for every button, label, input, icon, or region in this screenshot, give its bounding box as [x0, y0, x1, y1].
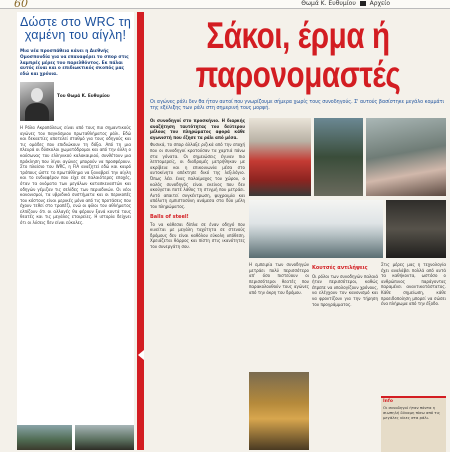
- article-body-2: Το να κάθεσαι δίπλα σε έναν οδηγό που κινείται με μεγάλη ταχύτητα σε στενούς δρόμους δεν είναι καθόλου εύκολη υπόθεση. Χρειάζεται θάρρος και πίστη στις ικανότητες του συνεργάτη σου.: [150, 221, 245, 249]
- header-author: Θωμά Κ. Ευθυμίου: [301, 0, 356, 7]
- headline-line-2: παρονομαστές: [195, 54, 401, 95]
- sidebar-subtitle: Μια νέα προσπάθεια κάνει η Διεθνής Ομοσπονδία για να επαναφέρει το σπορ στις λαμπρές μέρες του παρελθόντος. Εκ πάλαι αυτός είναι και ο επιδιωκτικός σκοπός μας εδώ και χρόνια.: [20, 49, 129, 78]
- sidebar-column: [17, 12, 134, 450]
- sidebar-photos: [17, 425, 134, 450]
- header-section: Αρχείο: [369, 0, 390, 7]
- info-label: Info: [383, 399, 393, 404]
- subhead-balls-of-steel: Balls of steel!: [150, 213, 189, 220]
- photo-codriver: [366, 118, 446, 196]
- arrow-icon: [138, 350, 144, 360]
- photo-archive: [249, 372, 309, 450]
- info-text: Οι συνοδηγοί ήταν πάντα η σιωπηλή δύναμη πίσω από τις μεγάλες νίκες στα ράλι.: [383, 405, 441, 420]
- article-headline: [180, 16, 417, 94]
- article-lead: Οι συνοδηγοί στο προσκήνιο. Η διαρκής αναζήτηση ταυτότητας του δεύτερου μέλους του πληρώματος αφορά κάθε αγωνιστή που έζησε τα ράλι από μέσα.: [150, 118, 245, 140]
- header-info: [301, 0, 390, 7]
- photo-group: [75, 425, 134, 450]
- sidebar-title: Δώστε στο WRC τη χαμένη του αίγλη!: [19, 15, 132, 42]
- article-body-4: Στις μέρες μας η τεχνολογία έχει αναλάβει πολλά από αυτά τα καθήκοντα, ωστόσο ο ανθρώπινος παράγοντας παραμένει αναντικατάστατος. Κάθε σημείωση, κάθε προειδοποίηση μπορεί να σώσει ένα πλήρωμα από την έξοδο.: [381, 262, 446, 307]
- article-column-4: [312, 262, 378, 450]
- author-name: Του Θωμά Κ. Ευθυμίου: [57, 92, 110, 98]
- page-header: [0, 0, 450, 9]
- photo-rally-car: [314, 118, 363, 196]
- author-photo: [20, 82, 54, 121]
- photo-drivers: [249, 118, 311, 196]
- red-divider-bar: [137, 12, 144, 450]
- author-block: [17, 82, 134, 122]
- article-deck: Οι αγώνες ράλι δεν θα ήταν αυτοί που γνωρίζουμε σήμερα χωρίς τους συνοδηγούς. Σ' αυτούς βασίστηκε μεγάλο κομμάτι της εξέλιξης των ράλι στη σημερινή τους μορφή.: [150, 100, 445, 112]
- headline-line-1: Σάκοι, έρμα ή: [206, 15, 390, 56]
- article-column-5: [381, 262, 446, 392]
- separator-icon: [360, 1, 366, 6]
- photo-portrait: [386, 200, 446, 258]
- article-body-5: Η εμπειρία των συνοδηγών μετράει πολύ περισσότερο απ' όσο πιστεύουν οι περισσότεροι θεατές που παρακολουθούν τους αγώνες από την άκρη του δρόμου.: [249, 262, 309, 295]
- page-number: 60: [14, 0, 28, 10]
- article-body-1: Φυσικά, το σπορ άλλαξε ριζικά από την εποχή που οι συνοδηγοί κρατούσαν τα χαρτιά πάνω στα γόνατα. Οι σημειώσεις έγιναν πιο λεπτομερείς, οι διαδρομές μετρήθηκαν με ακρίβεια και η επικοινωνία μέσα στο αυτοκίνητο απέκτησε δικό της λεξιλόγιο. Όπως λέει ένας παλαίμαχος του χώρου, ο καλός συνοδηγός είναι εκείνος που δεν ακούγεται ποτέ λάθος τη στιγμή που μετράει. Αυτό απαιτεί συγκέντρωση, ψυχραιμία και απόλυτη εμπιστοσύνη ανάμεσα στα δύο μέλη του πληρώματος.: [150, 142, 245, 209]
- subhead-concepts: Κουτσές αντιλήψεις: [312, 265, 368, 271]
- sidebar-body: Η Ρόλα Ακροπόλεως είναι από τους πιο σημαντικούς αγώνες του παγκόσμιου πρωταθλήματος ράλι. Εδώ και δεκαετίες αποτελεί σταθμό για τους οδηγούς και τις ομάδες που επιδιώκουν τη δόξα. Από τη μια πλευρά οι δύσκολοι χωματόδρομοι και από την άλλη ο καύσωνας του ελληνικού καλοκαιριού, συνθέτουν μια πρόκληση που λίγοι αγώνες μπορούν να προσφέρουν. Στο πλαίσιο του WRC, η FIA αναζητεί εδώ και καιρό τρόπους ώστε το πρωτάθλημα να ξαναβρεί την αίγλη και το ενδιαφέρον που είχε σε παλαιότερες εποχές, όταν τα ονόματα των μεγάλων κατασκευαστών και οδηγών γέμιζαν τις σελίδες των περιοδικών. Οι νέοι κανονισμοί, τα υβριδικά συστήματα και οι περικοπές του κόστους είναι μερικές μόνο από τις προτάσεις που έχουν τεθεί στο τραπέζι, ενώ οι φίλοι του αθλήματος ελπίζουν ότι οι αλλαγές θα φέρουν ξανά κοντά τους θεατές και τις μεγάλες εταιρείες. Η ιστορία δείχνει ότι οι λύσεις δεν είναι εύκολες.: [20, 124, 131, 226]
- article-column-main: [150, 118, 245, 450]
- info-box: [381, 396, 446, 452]
- article-column-3: [249, 262, 309, 370]
- photo-service-park: [249, 200, 383, 258]
- article-body-3: Οι ρόλοι των συνοδηγών παλαιά ήταν περισσότεροι, καθώς έπρεπε να υπολογίζουν χρόνους, να ελέγχουν τον κανονισμό και να φροντίζουν για την τήρηση του προγράμματος.: [312, 273, 378, 307]
- photo-landscape: [17, 425, 72, 450]
